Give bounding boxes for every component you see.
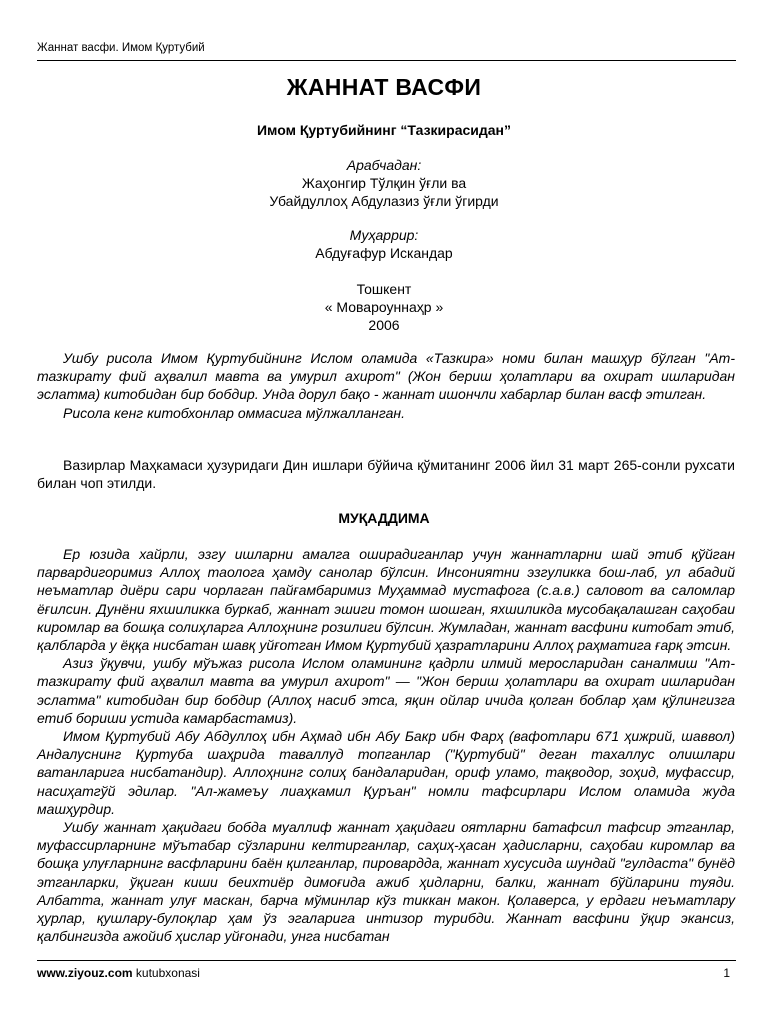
translator-line-2: Убайдуллоҳ Абдулазиз ўғли ўгирди — [269, 193, 499, 209]
section-heading: МУҚАДДИМА — [338, 510, 430, 526]
preface-paragraph: Имом Қуртубий Абу Абдуллоҳ ибн Аҳмад ибн Абу Бакр ибн Фарҳ (вафотлари 671 ҳижрий, шаввол) Андалуснинг Қуртуба шаҳрида таваллуд топганлар ("Қуртубий" деган тахаллус олишлари ватанларига нисбатандир). Аллоҳнинг солиҳ бандаларидан, ориф уламо, тақводор, зоҳид, муфассир, насиҳатгўй эдилар. "Ал-жамеъу лиаҳкамил Қуръан" номли тафсирлари Ислом оламида жуда машҳурдир. — [37, 728, 735, 817]
intro-annotation — [37, 349, 735, 422]
editor-name: Абдуғафур Искандар — [315, 245, 453, 261]
site-link[interactable]: www.ziyouz.com — [37, 966, 133, 980]
license-statement — [37, 456, 735, 492]
page-footer — [37, 966, 730, 980]
document-title: ЖАННАТ ВАСФИ — [286, 74, 482, 100]
intro-paragraph: Ушбу рисола Имом Қуртубийнинг Ислом оламида «Тазкира» номи билан машҳур бўлган "Ат-тазкирату фий аҳвалил мавта ва умурил ахирот" (Жон бериш ҳолатлари ва охират ишларидан эслатма) китобидан бир бобдир. Унда дорул бақо - жаннат ишончли хабарлар билан васф этилган. — [37, 350, 735, 403]
editor-block — [0, 226, 768, 262]
page-number: 1 — [723, 966, 730, 980]
preface-text — [37, 545, 735, 945]
document-subtitle: Имом Қуртубийнинг “Тазкирасидан” — [256, 122, 512, 138]
publication-year: 2006 — [368, 317, 400, 333]
header-divider — [37, 60, 736, 61]
license-paragraph: Вазирлар Маҳкамаси ҳузуридаги Дин ишлари бўйича қўмитанинг 2006 йил 31 март 265-сонли рухсати билан чоп этилди. — [37, 457, 735, 492]
publisher-name: « Мовароуннаҳр » — [324, 299, 444, 315]
translators-label: Арабчадан: — [346, 157, 422, 173]
publisher-city: Тошкент — [356, 281, 412, 297]
intro-paragraph: Рисола кенг китобхонлар оммасига мўлжалланган. — [63, 404, 405, 421]
translator-line-1: Жаҳонгир Тўлқин ўғли ва — [301, 175, 467, 191]
preface-paragraph: Ушбу жаннат ҳақидаги бобда муаллиф жаннат ҳақидаги оятларни батафсил тафсир этганлар, муфассирларнинг мўътабар сўзларини келтирганлар, саҳиҳ-ҳасан ҳадисларни, саҳобаи киромлар ва бошқа улуғларнинг васфларини баён қилганлар, пировардда, жаннат хусусида шундай "гулдаста" бунёд этганларки, ўқиган киши беихтиёр димоғида ажиб ҳидларни, балки, жаннат бўйларини туяди. Албатта, жаннат улуғ маскан, барча мўминлар кўз тиккан макон. Қолаверса, у ердаги неъматлару ҳурлар, қушлару-булоқлар ҳам ўз эгаларига интизор турибди. Жаннат васфини ўқир экансиз, қалбингизда ажойиб ҳислар уйғонади, унга нисбатан — [37, 819, 735, 945]
running-header: Жаннат васфи. Имом Қуртубий — [37, 42, 205, 54]
preface-paragraph: Ер юзида хайрли, эзгу ишларни амалга оширадиганлар учун жаннатларни шай этиб қўйган парвардигоримиз Аллоҳ таолога ҳамду санолар бўлсин. Инсониятни эзгуликка бош-лаб, ул абадий неъматлар диёри сари чорлаган пайғамбаримиз Муҳаммад мустафога (с.а.в.) саловот ва саломлар ёғилсин. Дунёни яхшиликка буркаб, жаннат эшиги томон шошган, яхшиликда мусобақалашган саҳобаи киромлар ва бошқа солиҳларга Аллоҳнинг розилиги бўлсин. Жумладан, жаннат васфини китобат этиб, қалбларда у ёққа нисбатан шавқ уйғотган Имом Қуртубий ҳазратларини Аллоҳ раҳматига ғарқ этсин. — [37, 546, 735, 654]
preface-paragraph: Азиз ўқувчи, ушбу мўъжаз рисола Ислом оламининг қадрли илмий меросларидан саналмиш "Ат-тазкирату фий аҳвалил мавта ва умурил ахирот" — "Жон бериш ҳолатлари ва охират ишларидан эслатма" китобидан бир бобдир (Аллоҳ насиб этса, яқин ойлар ичида қолган боблар ҳам қўлингизга етиб бориши устида камарбастамиз). — [37, 655, 735, 726]
footer-source — [37, 966, 200, 980]
editor-label: Муҳаррир: — [349, 227, 419, 243]
footer-divider — [37, 960, 736, 961]
publisher-block — [0, 280, 768, 334]
site-suffix: kutubxonasi — [132, 966, 200, 980]
translators-block — [0, 156, 768, 210]
